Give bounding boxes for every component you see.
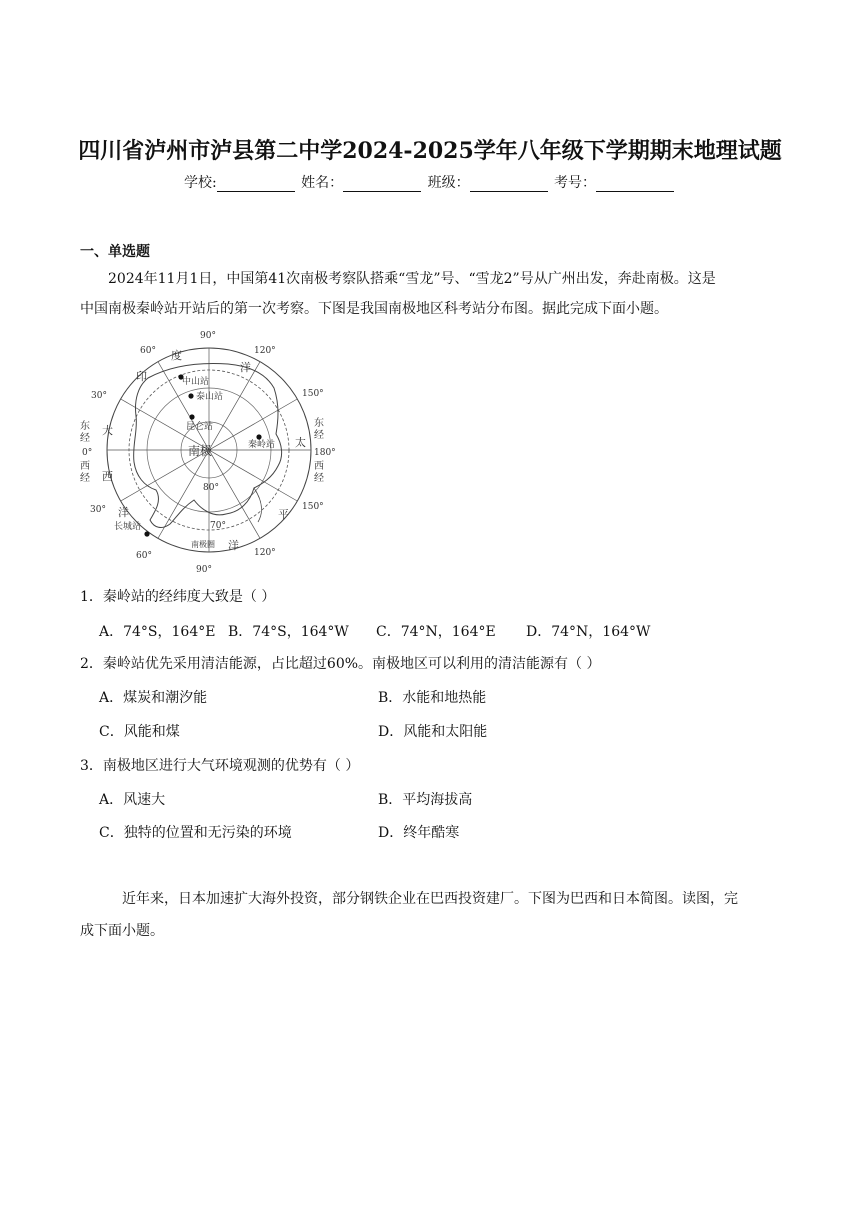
question-2-stem: 2．秦岭站优先采用清洁能源，占比超过60%。南极地区可以利用的清洁能源有（ ）	[80, 656, 601, 672]
ocean-tai-label: 太	[295, 436, 306, 449]
zhongshan-station-label: 中山站	[182, 377, 210, 387]
question-1-option-b[interactable]: B．74°S，164°W	[228, 624, 349, 640]
kunlun-station-dot	[189, 414, 194, 419]
east-left-char-2: 经	[80, 433, 90, 444]
lon-60-bottom-label: 60°	[136, 551, 152, 561]
question-1-option-a[interactable]: A．74°S，164°E	[99, 624, 216, 640]
lon-150-lower-label: 150°	[302, 502, 324, 512]
passage-2-line-2: 成下面小题。	[80, 923, 164, 939]
name-label: 姓名：	[301, 175, 344, 191]
ocean-ping-label: 平	[278, 508, 289, 521]
ocean-xi-label: 西	[102, 470, 113, 483]
section-heading: 一、单选题	[80, 244, 150, 260]
ocean-yang-left-label: 洋	[118, 506, 129, 519]
question-1-stem: 1．秦岭站的经纬度大致是（ ）	[80, 589, 276, 605]
question-2-option-b[interactable]: B．水能和地热能	[378, 690, 487, 706]
lon-180-label: 180°	[314, 448, 336, 458]
east-right-char-2: 经	[314, 430, 324, 441]
lon-0-label: 0°	[82, 448, 93, 458]
east-left-char-1: 东	[80, 421, 90, 432]
question-3-stem: 3．南极地区进行大气环境观测的优势有（ ）	[80, 758, 360, 774]
qinling-station-dot	[256, 434, 261, 439]
question-1-option-d[interactable]: D．74°N，164°W	[526, 624, 651, 640]
ocean-da-label: 大	[102, 424, 113, 437]
page-title: 四川省泸州市泸县第二中学2024-2025学年八年级下学期期末地理试题	[78, 138, 782, 164]
question-3-option-c[interactable]: C．独特的位置和无污染的环境	[99, 825, 292, 841]
qinling-station-label: 秦岭站	[248, 440, 276, 450]
question-2-option-d[interactable]: D．风能和太阳能	[378, 724, 488, 740]
west-right-char-1: 西	[314, 461, 324, 472]
class-blank[interactable]	[470, 177, 548, 192]
passage-2	[80, 883, 782, 947]
south-pole-label: 南极	[188, 444, 213, 458]
passage-2-line-1: 近年来，日本加速扩大海外投资，部分钢铁企业在巴西投资建厂。下图为巴西和日本简图。读图，完	[122, 891, 738, 907]
lon-90-bottom-label: 90°	[196, 565, 212, 575]
question-2-option-c[interactable]: C．风能和煤	[99, 724, 180, 740]
ocean-du-label: 度	[171, 349, 182, 362]
question-1-option-c[interactable]: C．74°N，164°E	[376, 624, 496, 640]
student-info-line	[0, 172, 860, 192]
lon-60-top-label: 60°	[140, 346, 156, 356]
lon-90-top-label: 90°	[200, 331, 216, 341]
taishan-station-dot	[188, 393, 193, 398]
lon-120-top-label: 120°	[254, 346, 276, 356]
question-3-option-a[interactable]: A．风速大	[99, 792, 166, 808]
ocean-yang-bottom-label: 洋	[228, 539, 239, 552]
antarctic-circle-label: 南极圈	[191, 540, 215, 549]
kunlun-station-label: 昆仑站	[186, 422, 214, 432]
changcheng-station-label: 长城站	[114, 522, 142, 532]
school-label: 学校:	[183, 175, 217, 191]
taishan-station-label: 泰山站	[196, 392, 224, 402]
east-right-char-1: 东	[314, 418, 324, 429]
school-blank[interactable]	[217, 177, 295, 192]
west-right-char-2: 经	[314, 473, 324, 484]
coast-detail	[254, 488, 261, 522]
west-left-char-1: 西	[80, 461, 90, 472]
question-3-option-d[interactable]: D．终年酷寒	[378, 825, 460, 841]
ocean-yang-top-label: 洋	[240, 361, 251, 374]
lat-70-label: 70°	[210, 521, 226, 531]
passage-1	[80, 264, 782, 324]
lon-30-left-label: 30°	[91, 391, 107, 401]
class-label: 班级：	[427, 175, 470, 191]
name-blank[interactable]	[343, 177, 421, 192]
changcheng-station-dot	[144, 531, 149, 536]
number-blank[interactable]	[596, 177, 674, 192]
lon-30-lower-label: 30°	[90, 505, 106, 515]
question-2-option-a[interactable]: A．煤炭和潮汐能	[99, 690, 208, 706]
ocean-yin-label: 印	[136, 370, 147, 383]
passage-1-line-1: 2024年11月1日，中国第41次南极考察队搭乘“雪龙”号、“雪龙2”号从广州出发，奔赴南极。这是	[108, 271, 716, 287]
question-3-option-b[interactable]: B．平均海拔高	[378, 792, 473, 808]
passage-1-line-2: 中国南极秦岭站开站后的第一次考察。下图是我国南极地区科考站分布图。据此完成下面小题。	[80, 301, 668, 317]
lat-80-label: 80°	[203, 483, 219, 493]
antarctic-station-map	[78, 326, 338, 576]
west-left-char-2: 经	[80, 473, 90, 484]
lon-150-right-label: 150°	[302, 389, 324, 399]
number-label: 考号：	[554, 175, 597, 191]
lon-120-bottom-label: 120°	[254, 548, 276, 558]
